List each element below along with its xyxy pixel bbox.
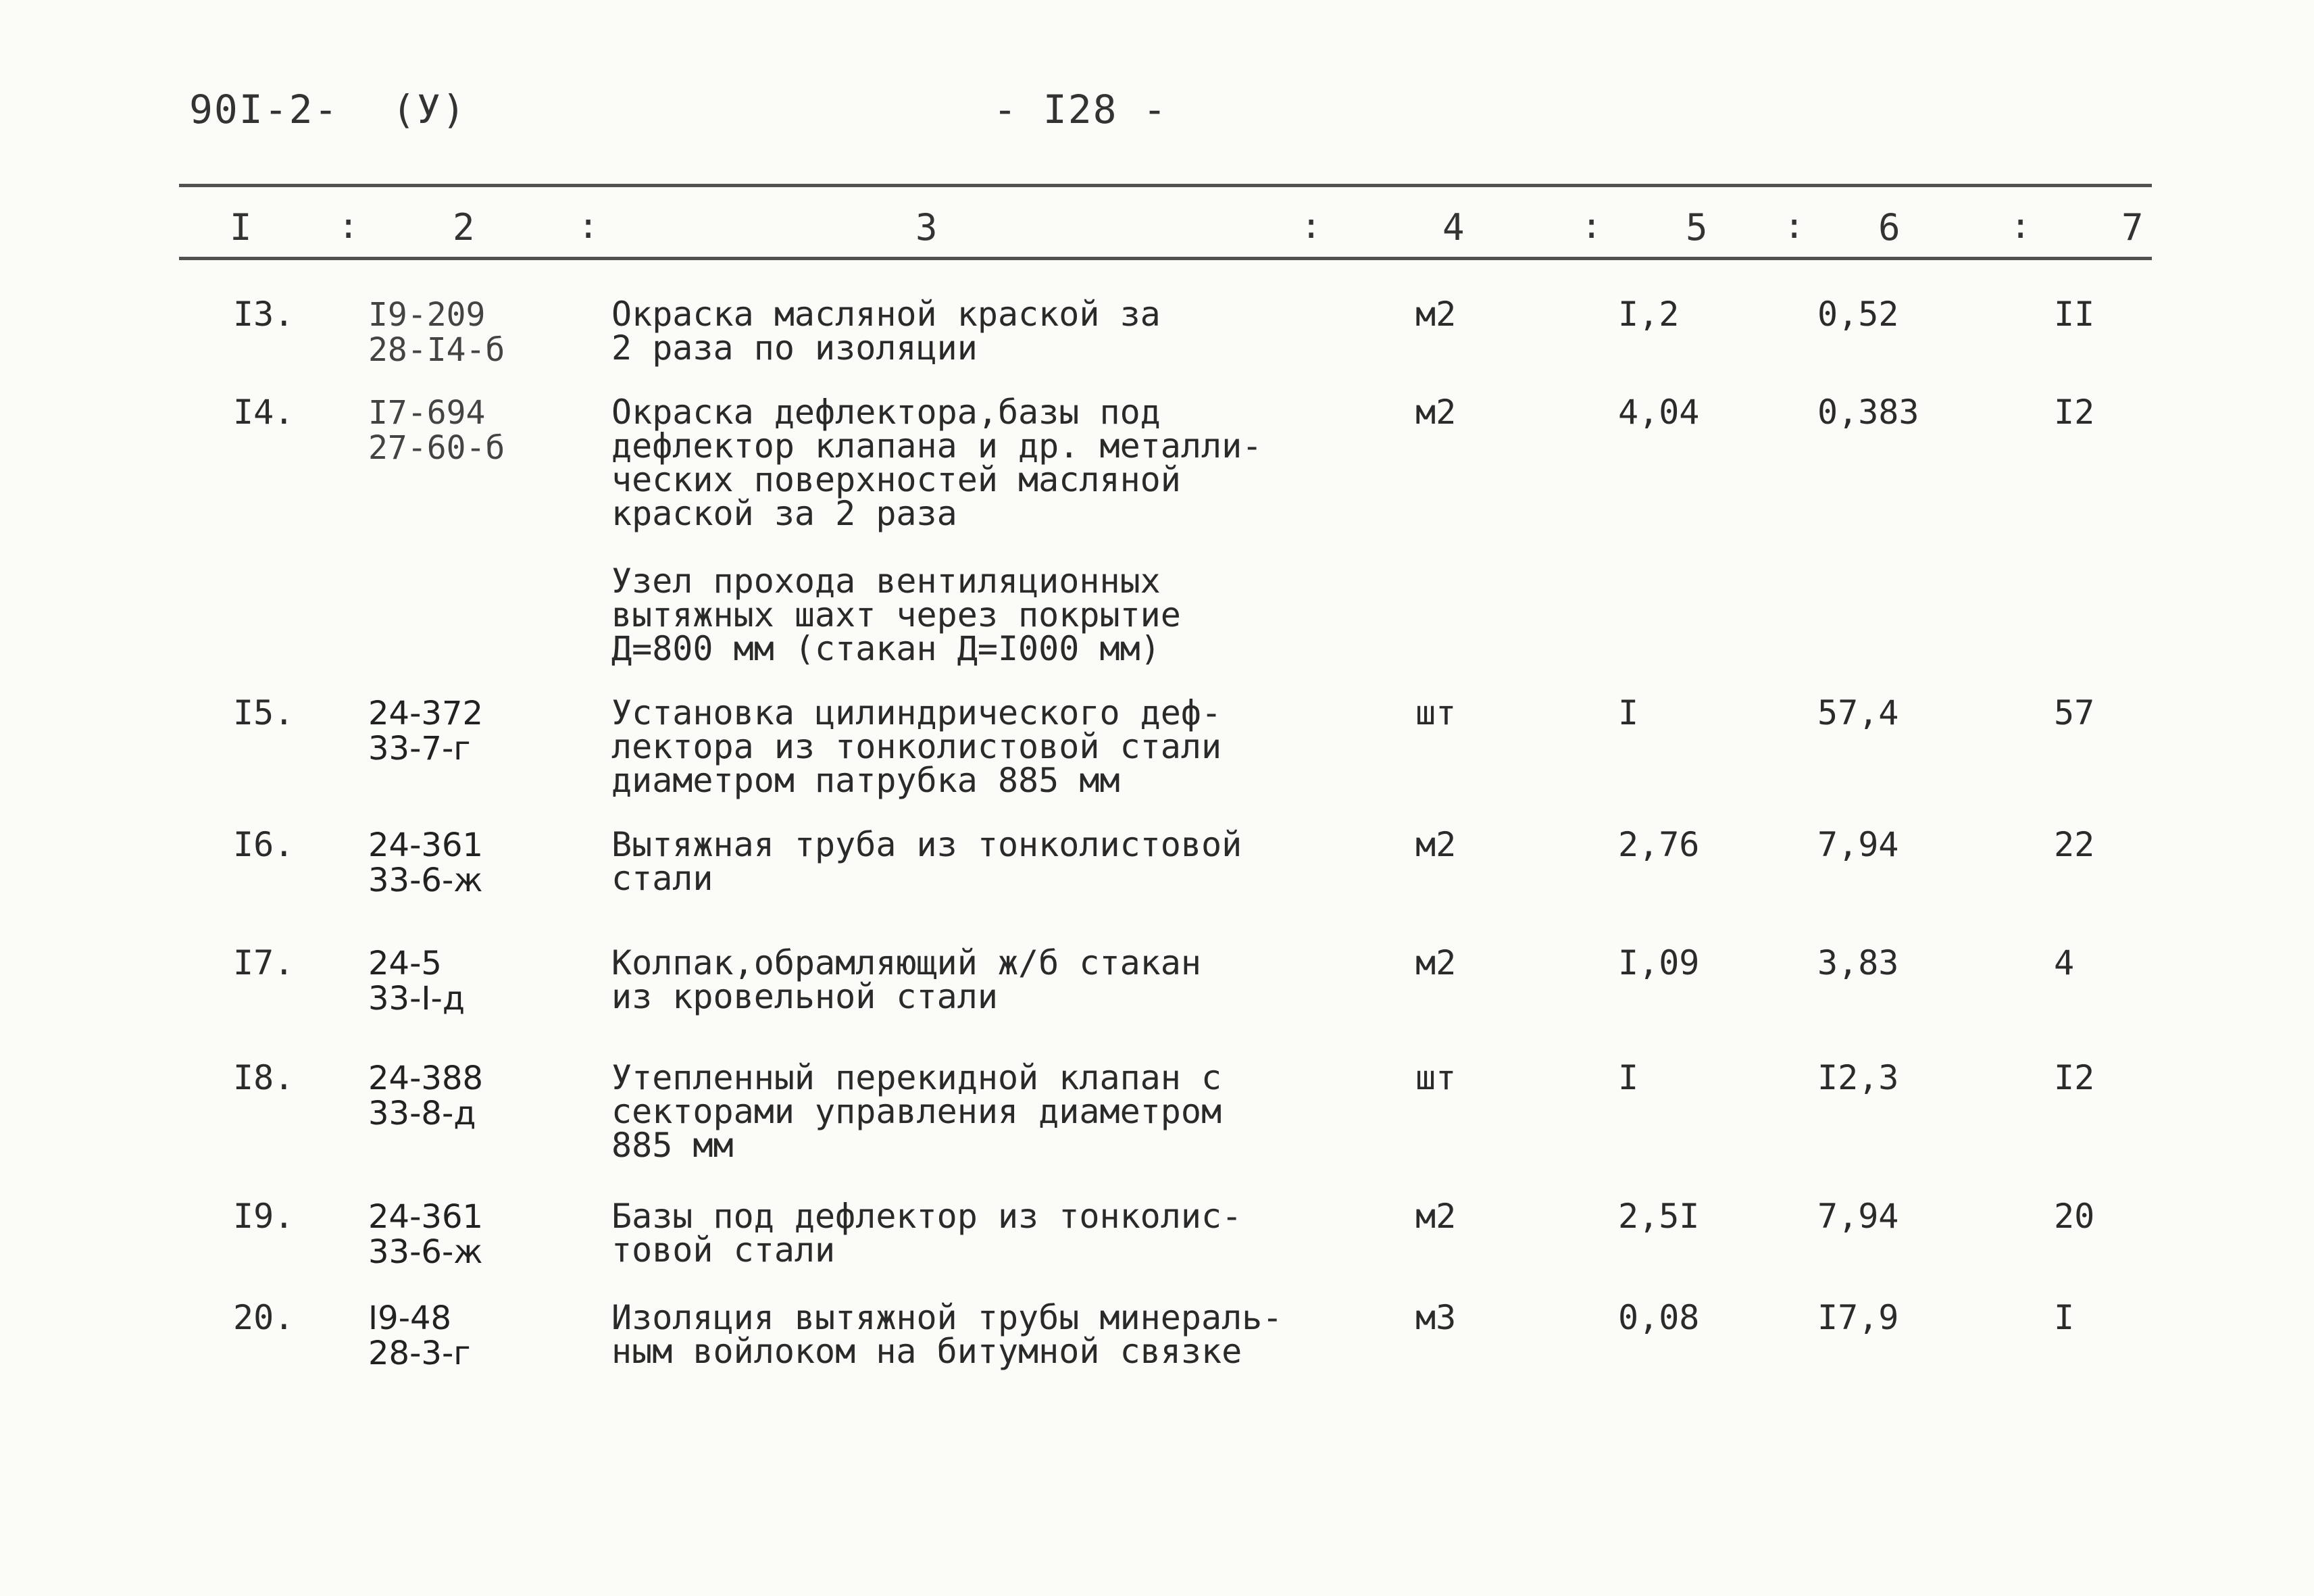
table-header-rule — [179, 257, 2152, 260]
unit: м2 — [1415, 295, 1457, 334]
column-separator: : — [338, 206, 359, 247]
unit-price: 0,52 — [1817, 295, 1899, 334]
column-header-3: 3 — [915, 206, 938, 249]
quantity: I,2 — [1618, 295, 1680, 334]
norm-reference: I9-48 28-3-г — [368, 1299, 471, 1372]
norm-reference: 24-5 33-I-д — [368, 945, 466, 1018]
row-number: I7. — [233, 943, 295, 982]
norm-reference: I9-209 28-I4-б — [368, 296, 505, 369]
work-description: Утепленный перекидной клапан с секторами управления диаметром 885 мм — [611, 1058, 1222, 1165]
norm-reference: 24-388 33-8-д — [368, 1059, 484, 1132]
norm-reference: 24-361 33-6-ж — [368, 826, 484, 899]
work-description: Окраска масляной краской за 2 раза по изоляции — [611, 295, 1161, 368]
unit-price: 7,94 — [1817, 825, 1899, 864]
quantity: 2,5I — [1618, 1197, 1700, 1236]
row-number: I4. — [233, 393, 295, 432]
section-description: Узел прохода вентиляционных вытяжных шахт через покрытие Д=800 мм (стакан Д=I000 мм) — [611, 562, 1181, 668]
unit-price: 57,4 — [1817, 693, 1899, 732]
unit: м2 — [1415, 825, 1457, 864]
column-separator: : — [578, 206, 599, 247]
work-description: Изоляция вытяжной трубы минераль- ным войлоком на битумной связке — [611, 1298, 1283, 1371]
unit: шт — [1415, 1058, 1457, 1097]
work-description: Установка цилиндрического деф- лектора из тонколистовой стали диаметром патрубка 885 мм — [611, 693, 1222, 800]
total-cost: 57 — [2054, 693, 2095, 732]
total-cost: 22 — [2054, 825, 2095, 864]
work-description: Базы под дефлектор из тонколис- товой стали — [611, 1197, 1242, 1270]
unit-price: I2,3 — [1817, 1058, 1899, 1097]
unit: м3 — [1415, 1298, 1457, 1337]
unit-price: 7,94 — [1817, 1197, 1899, 1236]
row-number: I3. — [233, 295, 295, 334]
row-number: I5. — [233, 693, 295, 732]
work-description: Колпак,обрамляющий ж/б стакан из кровельной стали — [611, 943, 1201, 1016]
quantity: 0,08 — [1618, 1298, 1700, 1337]
total-cost: I2 — [2054, 393, 2095, 432]
column-separator: : — [1301, 206, 1322, 247]
unit-price: 3,83 — [1817, 943, 1899, 982]
column-header-7: 7 — [2121, 206, 2144, 249]
column-separator: : — [1581, 206, 1603, 247]
unit-price: I7,9 — [1817, 1298, 1899, 1337]
quantity: 2,76 — [1618, 825, 1700, 864]
row-number: 20. — [233, 1298, 295, 1337]
document-variant: (У) — [392, 86, 467, 132]
total-cost: II — [2054, 295, 2095, 334]
norm-reference: I7-694 27-60-б — [368, 394, 505, 467]
unit: м2 — [1415, 1197, 1457, 1236]
total-cost: 20 — [2054, 1197, 2095, 1236]
column-header-4: 4 — [1442, 206, 1465, 249]
row-number: I8. — [233, 1058, 295, 1097]
page-number: - I28 - — [993, 86, 1168, 132]
total-cost: I2 — [2054, 1058, 2095, 1097]
column-separator: : — [1784, 206, 1805, 247]
work-description: Вытяжная труба из тонколистовой стали — [611, 825, 1242, 898]
quantity: 4,04 — [1618, 393, 1700, 432]
unit-price: 0,383 — [1817, 393, 1919, 432]
column-separator: : — [2010, 206, 2032, 247]
unit: м2 — [1415, 943, 1457, 982]
unit: м2 — [1415, 393, 1457, 432]
column-header-1: I — [230, 206, 252, 249]
quantity: I — [1618, 1058, 1639, 1097]
column-header-2: 2 — [453, 206, 475, 249]
work-description: Окраска дефлектора,базы под дефлектор клапана и др. металли- ческих поверхностей масляной краской за 2 раза — [611, 393, 1263, 533]
total-cost: I — [2054, 1298, 2075, 1337]
unit: шт — [1415, 693, 1457, 732]
norm-reference: 24-361 33-6-ж — [368, 1198, 484, 1271]
total-cost: 4 — [2054, 943, 2075, 982]
quantity: I — [1618, 693, 1639, 732]
column-header-5: 5 — [1686, 206, 1708, 249]
quantity: I,09 — [1618, 943, 1700, 982]
column-header-6: 6 — [1878, 206, 1901, 249]
table-top-rule — [179, 184, 2152, 187]
document-code: 90I-2- — [189, 86, 339, 132]
row-number: I9. — [233, 1197, 295, 1236]
row-number: I6. — [233, 825, 295, 864]
norm-reference: 24-372 33-7-г — [368, 695, 484, 768]
